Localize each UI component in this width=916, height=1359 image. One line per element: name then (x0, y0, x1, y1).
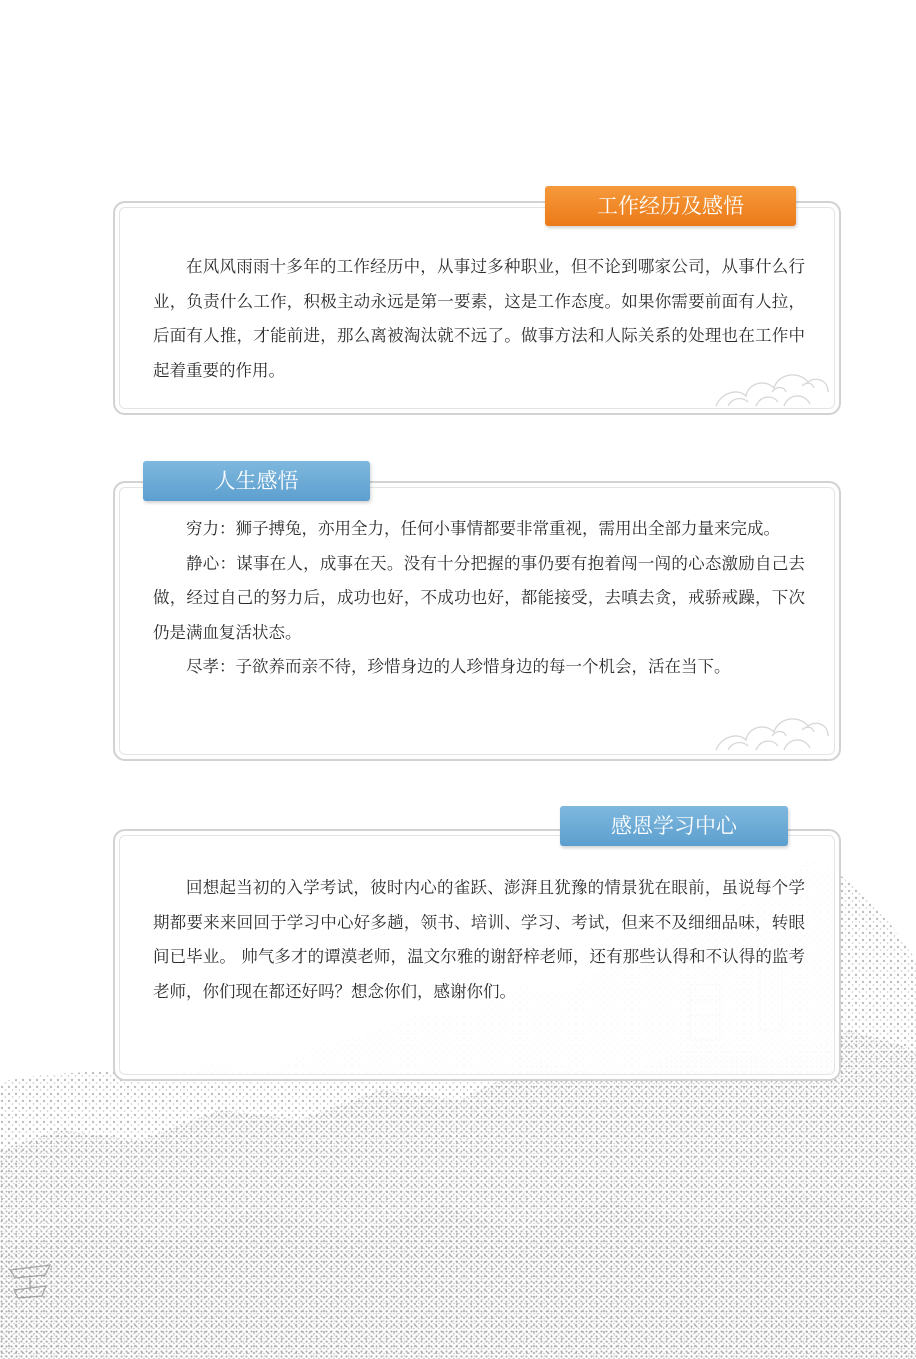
paragraph: 静心：谋事在人，成事在天。没有十分把握的事仍要有抱着闯一闯的心态激励自己去做，经过自己的努力后，成功也好，不成功也好，都能接受，去嗔去贪，戒骄戒躁，下次仍是满血复活状态。 (153, 553, 805, 642)
thanks-learning-center-text (153, 871, 805, 1009)
work-experience-text (153, 250, 805, 388)
paragraph: 回想起当初的入学考试，彼时内心的雀跃、澎湃且犹豫的情景犹在眼前，虽说每个学期都要来来回回于学习中心好多趟，领书、培训、学习、考试，但来不及细细品味，转眼间已毕业。 帅气多才的谭漠老师，温文尔雅的谢舒梓老师，还有那些认得和不认得的监考老师，你们现在都还好吗？想念你们，感谢你们。 (153, 878, 805, 1001)
thanks-learning-center-title: 感恩学习中心 (560, 806, 788, 846)
paragraph: 穷力：狮子搏兔，亦用全力，任何小事情都要非常重视，需用出全部力量来完成。 (186, 519, 780, 538)
work-experience-title: 工作经历及感悟 (545, 186, 796, 226)
cloud-pattern-icon (712, 706, 830, 752)
life-insights-text (153, 512, 805, 685)
paragraph: 在风风雨雨十多年的工作经历中，从事过多种职业，但不论到哪家公司，从事什么行业，负责什么工作，积极主动永远是第一要素，这是工作态度。如果你需要前面有人拉，后面有人推，才能前进，那么离被淘汰就不远了。做事方法和人际关系的处理也在工作中起着重要的作用。 (153, 257, 805, 380)
paragraph: 尽孝：子欲养而亲不待，珍惜身边的人珍惜身边的每一个机会，活在当下。 (186, 657, 731, 676)
life-insights-title: 人生感悟 (143, 461, 370, 501)
